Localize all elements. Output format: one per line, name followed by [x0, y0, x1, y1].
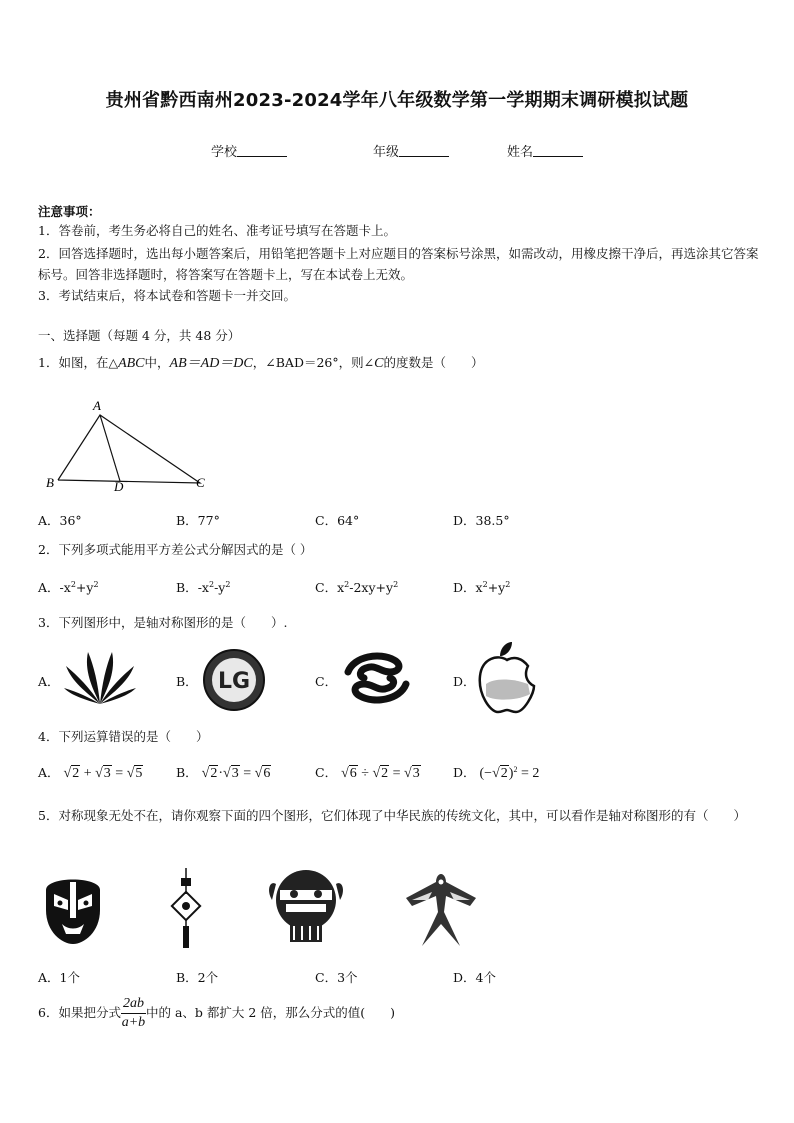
triangle-abc [58, 415, 200, 483]
q2-b-exp2: 2 [225, 580, 231, 589]
q4-stem: 4．下列运算错误的是（ ） [38, 729, 209, 744]
q1-stem-angle: ，∠BAD＝26°，则∠ [252, 355, 375, 370]
note-item-2: 2．回答选择题时，选出每小题答案后，用铅笔把答题卡上对应题目的答案标号涂黑，如需改动，用橡皮擦干净后，再选涂其它答案标号。回答非选择题时，将答案写在答题卡上，写在本试卷上无效。 [38, 246, 759, 282]
q1-option-d[interactable]: D．38.5° [453, 513, 510, 528]
q2-b-exp1: 2 [208, 580, 215, 589]
q1-stem-c: C [374, 356, 384, 371]
q4-option-c[interactable] [315, 763, 421, 782]
q6-stem-suffix: 中的 a、b 都扩大 2 倍，那么分式的值( ) [145, 1005, 396, 1020]
fan-logo-icon [62, 648, 138, 708]
q2-stem: 2．下列多项式能用平方差公式分解因式的是（ ） [38, 542, 313, 557]
q1-option-b[interactable]: B．77° [176, 513, 220, 528]
q2-c-exp2: 2 [393, 580, 399, 589]
triangle-figure [40, 395, 220, 495]
lg-logo-icon [202, 648, 266, 712]
q2-c-exp1: 2 [344, 580, 350, 589]
q4-option-d[interactable] [453, 763, 539, 782]
q2-c-term2: -2xy+y [349, 580, 394, 595]
q2-c-term1: x [337, 580, 345, 595]
name-label: 姓名 [507, 145, 534, 160]
school-field[interactable] [211, 141, 287, 160]
q2-d-term2: +y [487, 580, 506, 595]
note-item-3: 3．考试结束后，将本试卷和答题卡一并交回。 [38, 288, 296, 303]
q6-stem [38, 994, 395, 1032]
q5-option-c[interactable]: C．3个 [315, 970, 358, 985]
swallow-kite-icon [402, 868, 480, 950]
chinese-knot-icon [168, 868, 204, 950]
q2-a-term1: -x [59, 580, 71, 595]
q4-option-b[interactable] [176, 763, 271, 782]
q2-option-a-label: A． [38, 580, 60, 595]
q3-option-b[interactable]: B． [176, 674, 198, 689]
q2-option-a[interactable] [38, 578, 99, 596]
q2-option-c-label: C． [315, 580, 338, 595]
q5-option-a[interactable]: A．1个 [38, 970, 80, 985]
q1-stem-suffix: 的度数是（ ） [383, 355, 484, 370]
opera-mask-icon [40, 870, 106, 946]
segment-ad [100, 415, 120, 481]
q5-option-d[interactable]: D．4个 [453, 970, 496, 985]
q2-a-exp1: 2 [70, 580, 76, 589]
q3-option-d[interactable]: D． [453, 674, 476, 689]
q1-option-c[interactable]: C．64° [315, 513, 360, 528]
q2-d-exp2: 2 [505, 580, 511, 589]
q6-stem-prefix: 6．如果把分式 [38, 1005, 121, 1020]
grade-blank[interactable] [399, 146, 449, 157]
q4-expr-d: $(-√2)^2 = 2$ [479, 765, 540, 781]
apple-logo-icon [476, 638, 538, 718]
name-field[interactable] [507, 141, 583, 160]
q4-option-b-label: B． [176, 765, 198, 780]
q6-frac-num: 2ab [121, 995, 146, 1014]
q4-expr-c: √6 ÷ √2 = √3 [341, 766, 420, 781]
q1-stem-abc: ABC [118, 356, 145, 371]
q1-stem-prefix: 1．如图，在△ [38, 355, 119, 370]
q6-fraction [121, 995, 146, 1032]
q4-expr-a: √2 + √3 = √5 [63, 766, 143, 781]
q2-option-c[interactable] [315, 578, 398, 596]
q1-stem [38, 353, 483, 374]
q4-option-a[interactable] [38, 763, 143, 782]
page-title: 贵州省黔西南州2023-2024学年八年级数学第一学期期末调研模拟试题 [105, 90, 689, 111]
q2-a-term2: +y [75, 580, 94, 595]
q3-option-c[interactable]: C． [315, 674, 338, 689]
q3-option-a[interactable]: A． [38, 674, 60, 689]
q2-a-exp2: 2 [93, 580, 99, 589]
bronze-pattern-icon [266, 866, 346, 946]
q2-b-term1: -x [197, 580, 209, 595]
notes-heading: 注意事项： [38, 204, 101, 219]
swirl-logo-icon [340, 650, 414, 706]
note-item-1: 1．答卷前，考生务必将自己的姓名、准考证号填写在答题卡上。 [38, 223, 396, 238]
name-blank[interactable] [533, 146, 583, 157]
label-d: D [114, 479, 124, 494]
q1-option-a[interactable]: A．36° [38, 513, 82, 528]
label-c: C [196, 475, 205, 490]
q1-stem-mid: 中， [144, 355, 170, 370]
school-label: 学校 [211, 145, 238, 160]
q4-option-d-label: D． [453, 765, 476, 780]
q3-stem: 3．下列图形中，是轴对称图形的是（ ）. [38, 615, 288, 630]
school-blank[interactable] [237, 146, 287, 157]
q6-frac-den: a+b [121, 1015, 146, 1030]
q2-b-term2: -y [214, 580, 226, 595]
q2-d-term1: x [475, 580, 483, 595]
grade-label: 年级 [373, 145, 400, 160]
q4-option-c-label: C． [315, 765, 338, 780]
q2-option-d-label: D． [453, 580, 476, 595]
section-heading: 一、选择题（每题 4 分，共 48 分） [38, 328, 241, 343]
grade-field[interactable] [373, 141, 449, 160]
q1-stem-eq: AB＝AD＝DC [169, 356, 253, 371]
q4-expr-b: √2·√3 = √6 [201, 766, 271, 781]
q2-option-b-label: B． [176, 580, 198, 595]
q2-option-b[interactable] [176, 578, 230, 596]
label-b: B [46, 475, 54, 490]
q5-stem: 5．对称现象无处不在，请你观察下面的四个图形，它们体现了中华民族的传统文化，其中，可以看作是轴对称图形的有（ ） [38, 808, 746, 823]
q2-d-exp1: 2 [482, 580, 488, 589]
q2-option-d[interactable] [453, 578, 510, 596]
q5-option-b[interactable]: B．2个 [176, 970, 219, 985]
lg-logo-text: LG [217, 669, 251, 694]
label-a: A [93, 398, 101, 413]
q4-option-a-label: A． [38, 765, 60, 780]
